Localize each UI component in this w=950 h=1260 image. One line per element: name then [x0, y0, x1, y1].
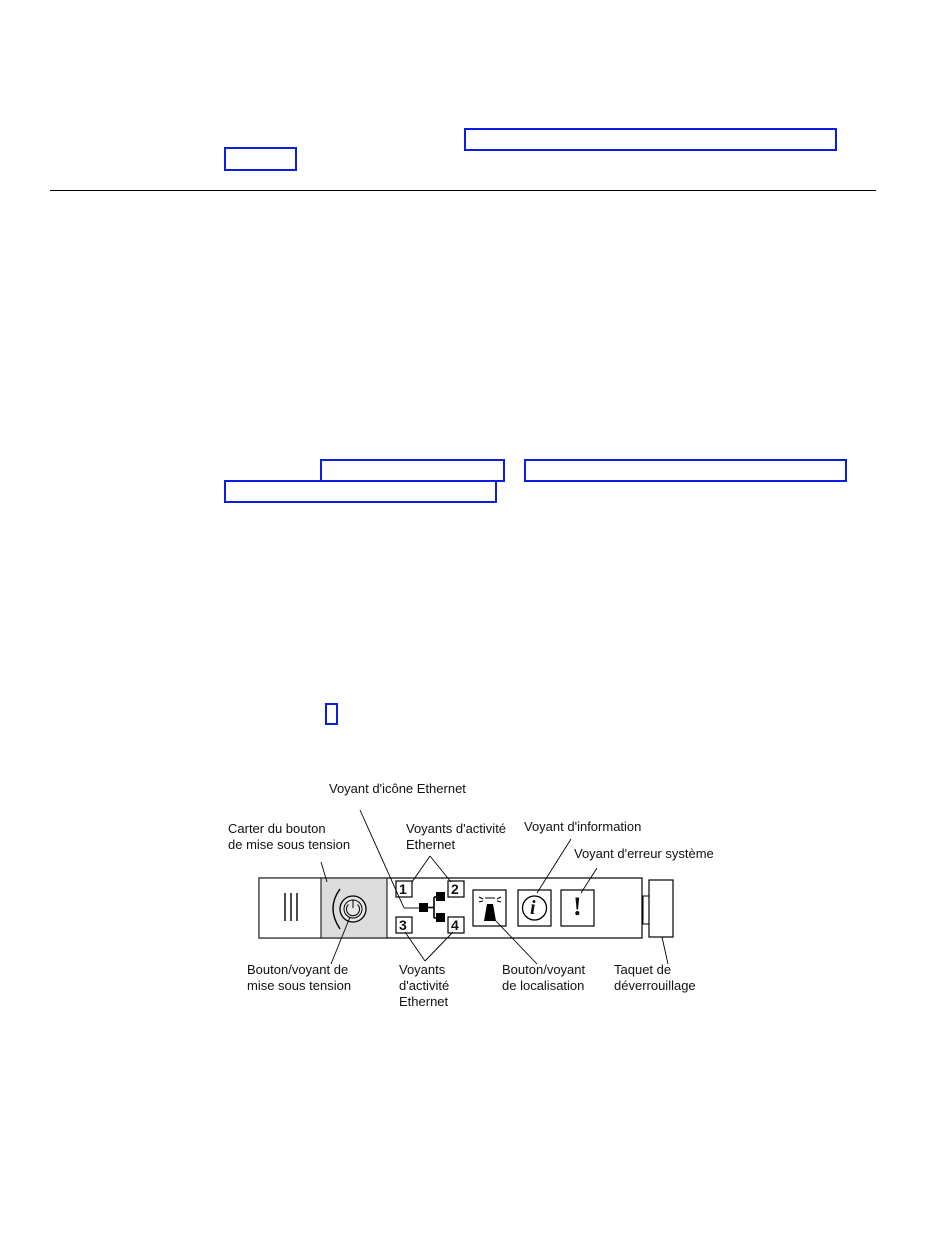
- port-number-3: 3: [399, 917, 407, 933]
- label-locator-button-led: Bouton/voyant de localisation: [502, 962, 586, 993]
- label-ethernet-icon-led: Voyant d'icône Ethernet: [329, 781, 466, 796]
- error-icon: !: [573, 892, 582, 921]
- port-number-1: 1: [399, 881, 407, 897]
- label-release-latch: Taquet de déverrouillage: [614, 962, 696, 993]
- label-information-led: Voyant d'information: [524, 819, 642, 834]
- panel-slot: [259, 878, 321, 938]
- port-number-2: 2: [451, 881, 459, 897]
- label-ethernet-activity-top: Voyants d'activité Ethernet: [406, 821, 507, 852]
- port-number-4: 4: [451, 917, 459, 933]
- release-latch: [643, 896, 649, 924]
- info-icon: i: [530, 897, 536, 919]
- label-power-button-led: Bouton/voyant de mise sous tension: [247, 962, 352, 993]
- label-power-button-cover: Carter du bouton de mise sous tension: [228, 821, 351, 852]
- label-system-error-led: Voyant d'erreur système: [574, 846, 714, 861]
- label-ethernet-activity-bottom: Voyants d'activité Ethernet: [399, 962, 450, 1009]
